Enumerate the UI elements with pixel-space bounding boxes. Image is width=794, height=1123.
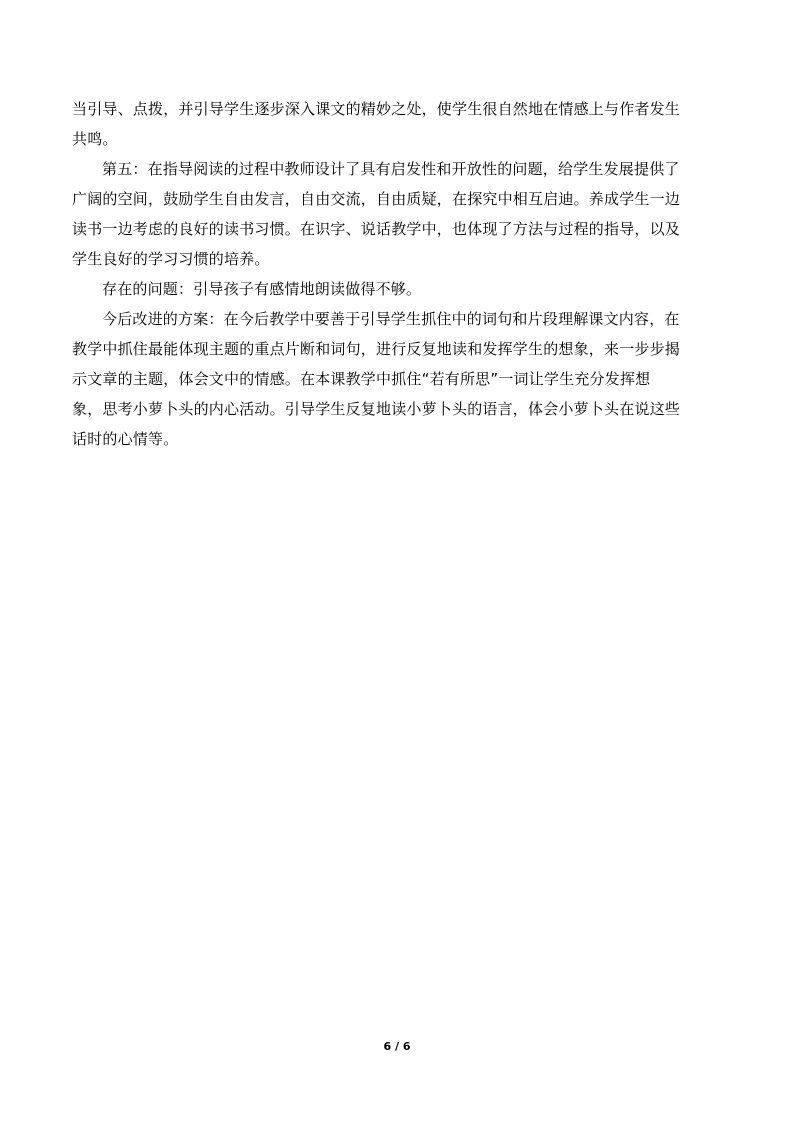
text-line: 学生良好的学习习惯的培养。: [72, 250, 270, 268]
text-line: 教学中抓住最能体现主题的重点片断和词句，进行反复地读和发挥学生的想象，来一步步揭: [72, 340, 681, 358]
text-line: 话时的心情等。: [72, 430, 179, 448]
text-line: 广阔的空间，鼓励学生自由发言，自由交流，自由质疑，在探究中相互启迪。养成学生一边: [72, 190, 681, 208]
text-line: 读书一边考虑的良好的读书习惯。在识字、说话教学中，也体现了方法与过程的指导，以及: [72, 220, 681, 238]
text-line: 当引导、点拨，并引导学生逐步深入课文的精妙之处，使学生很自然地在情感上与作者发生: [72, 100, 681, 118]
text-line: 示文章的主题，体会文中的情感。在本课教学中抓住“若有所思”一词让学生充分发挥想: [72, 370, 651, 388]
page-number: 6 / 6: [383, 1040, 411, 1053]
text-line: 共鸣。: [72, 130, 118, 148]
text-line: 象，思考小萝卜头的内心活动。引导学生反复地读小萝卜头的语言，体会小萝卜头在说这些: [72, 400, 681, 418]
paragraph-first-line: 存在的问题：引导孩子有感情地朗读做得不够。: [102, 280, 422, 298]
paragraph-first-line: 第五：在指导阅读的过程中教师设计了具有启发性和开放性的问题，给学生发展提供了: [102, 160, 680, 178]
paragraph-first-line: 今后改进的方案：在今后教学中要善于引导学生抓住中的词句和片段理解课文内容，在: [102, 310, 680, 328]
